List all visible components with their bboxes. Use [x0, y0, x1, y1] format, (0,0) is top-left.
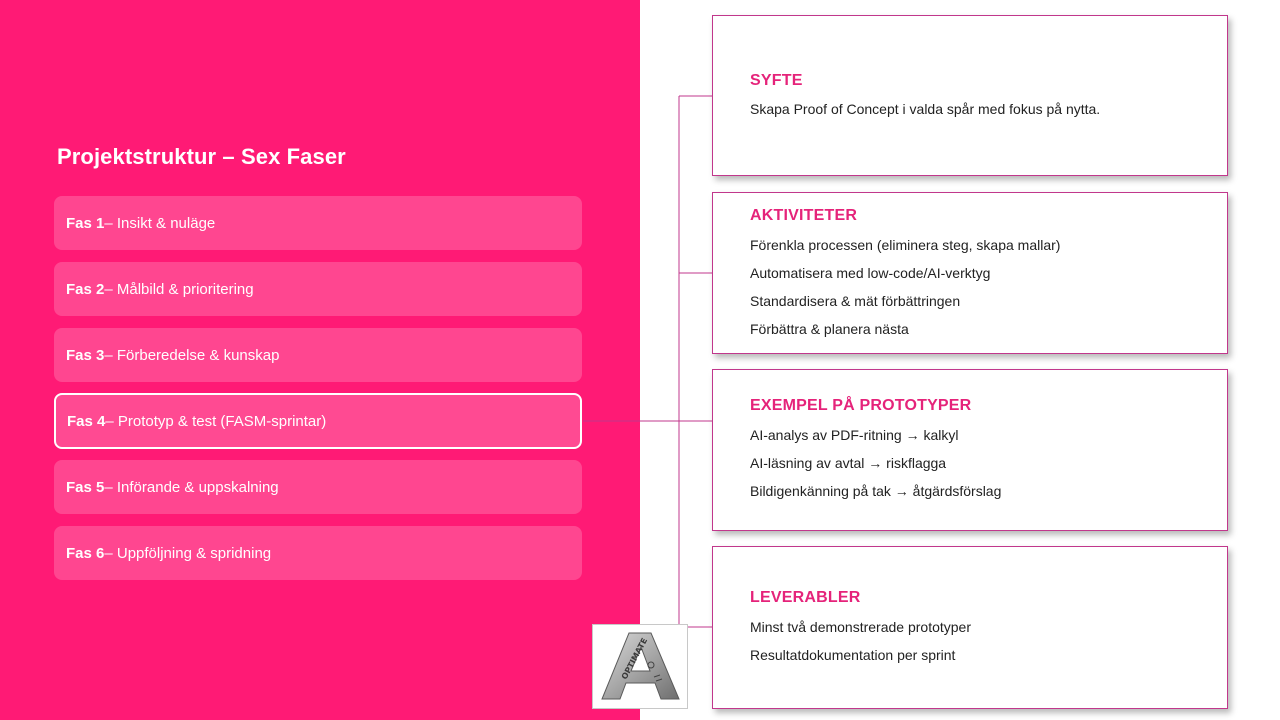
card-syfte [712, 15, 1228, 176]
card-line: AI-analys av PDF-ritning → kalkyl [750, 427, 959, 443]
card-title: SYFTE [750, 72, 803, 89]
card-line: Bildigenkänning på tak → åtgärdsförslag [750, 483, 1002, 499]
card-line: Minst två demonstrerade prototyper [750, 619, 971, 635]
phase-label: – Insikt & nuläge [104, 214, 216, 232]
card-line: Förenkla processen (eliminera steg, skapa mallar) [750, 237, 1061, 253]
phase-3[interactable] [54, 328, 582, 382]
phase-number: Fas 3 [66, 346, 105, 364]
phase-6[interactable] [54, 526, 582, 580]
card-line: AI-läsning av avtal → riskflagga [750, 455, 947, 471]
phase-label: – Målbild & prioritering [104, 280, 254, 298]
phase-number: Fas 6 [66, 544, 105, 562]
phase-label: – Införande & uppskalning [104, 478, 279, 496]
phase-4-active[interactable] [54, 393, 582, 449]
card-line: Förbättra & planera nästa [750, 321, 909, 337]
phase-label: – Prototyp & test (FASM-sprintar) [105, 412, 327, 430]
phase-2[interactable] [54, 262, 582, 316]
card-exempel [712, 369, 1228, 531]
card-title: LEVERABLER [750, 589, 861, 606]
logo-text: OPTIMATE [619, 636, 650, 681]
optimate-logo [592, 624, 688, 709]
phase-5[interactable] [54, 460, 582, 514]
card-leverabler [712, 546, 1228, 709]
card-line: Skapa Proof of Concept i valda spår med fokus på nytta. [750, 101, 1101, 117]
card-title: AKTIVITETER [750, 207, 858, 224]
card-title: EXEMPEL PÅ PROTOTYPER [750, 397, 972, 414]
phase-number: Fas 5 [66, 478, 105, 496]
optimate-logo-icon [593, 625, 687, 708]
card-line: Resultatdokumentation per sprint [750, 647, 956, 663]
phase-1[interactable] [54, 196, 582, 250]
card-aktiviteter [712, 192, 1228, 354]
page-title: Projektstruktur – Sex Faser [57, 144, 346, 169]
phase-number: Fas 4 [67, 412, 106, 430]
phase-number: Fas 2 [66, 280, 105, 298]
card-line: Standardisera & mät förbättringen [750, 293, 961, 309]
phase-label: – Uppföljning & spridning [104, 544, 272, 562]
phase-label: – Förberedelse & kunskap [104, 346, 280, 364]
phase-number: Fas 1 [66, 214, 105, 232]
card-line: Automatisera med low-code/AI-verktyg [750, 265, 991, 281]
